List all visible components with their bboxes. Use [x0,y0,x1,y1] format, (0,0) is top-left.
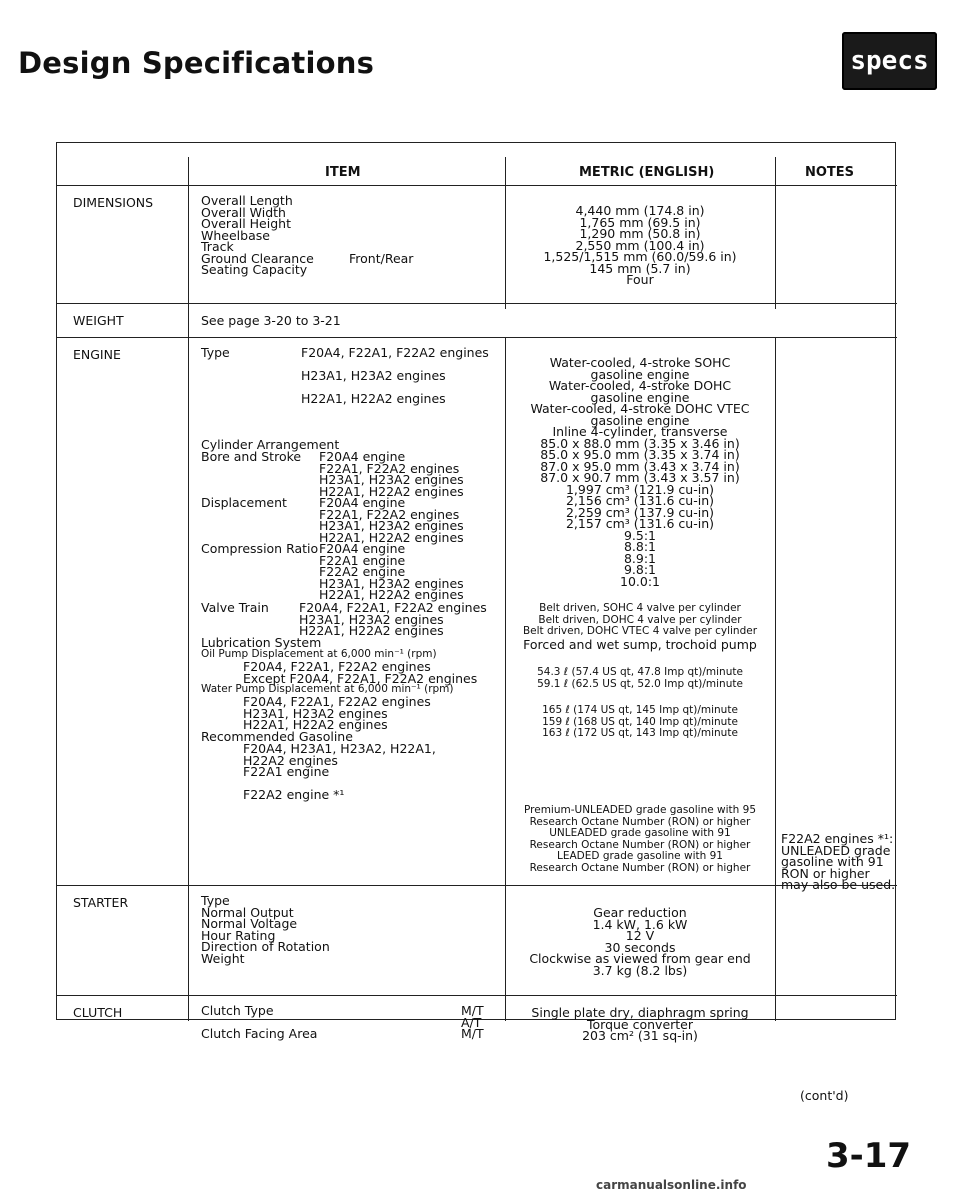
engine-valve-values: Belt driven, SOHC 4 valve per cylinder Belt driven, DOHC 4 valve per cylinder Belt driven, DOHC VTEC 4 valve per cylinder [522,602,758,637]
engine-oil-pump-engines: F20A4, F22A1, F22A2 engines Except F20A4, F22A1, F22A2 engines [243,659,478,686]
clutch-values: Single plate dry, diaphragm spring Torque converter 203 cm² (31 sq-in) [531,1005,749,1043]
category-dimensions: DIMENSIONS [73,195,154,210]
engine-labels: Cylinder Arrangement Bore and Stroke Displacement Compression Ratio [201,437,340,556]
col-divider-metric-top [775,157,776,309]
continued-label: (cont'd) [800,1088,849,1103]
engine-gasoline-engines: F20A4, H23A1, H23A2, H22A1, H22A2 engines F22A1 engine F22A2 engine *¹ [243,741,436,802]
engine-valve-engines: F20A4, F22A1, F22A2 engines H23A1, H23A2 engines H22A1, H22A2 engines [299,600,487,638]
starter-values: Gear reduction 1.4 kW, 1.6 kW 12 V 30 seconds Clockwise as viewed from gear end 3.7 kg (8.2 lbs) [529,905,751,978]
engine-water-values: 165 ℓ (174 US qt, 145 Imp qt)/minute 159 ℓ (168 US qt, 140 Imp qt)/minute 163 ℓ (172 US qt, 143 Imp qt)/minute [542,704,738,739]
watermark: carmanualsonline.info [596,1178,747,1192]
engine-sub-engines: F20A4 engine F22A1, F22A2 engines H23A1, H23A2 engines H22A1, H22A2 engines F20A4 engine F22A1, F22A2 engines H23A1, H23A2 engines H22A1, H22A2 engines F20A4 engine F22A1 engine F22A2 engine H23A1, H23A2 engines H22A1, H22A2 engines [319,449,464,602]
category-engine: ENGINE [73,347,121,362]
engine-note: F22A2 engines *¹: UNLEADED grade gasoline with 91 RON or higher may also be used. [781,831,896,892]
specs-logo-icon: specs [842,32,937,90]
engine-water-pump-label: Water Pump Displacement at 6,000 min⁻¹ (rpm) [201,683,454,695]
dimensions-values: 4,440 mm (174.8 in) 1,765 mm (69.5 in) 1,290 mm (50.8 in) 2,550 mm (100.4 in) 1,525/1,515 mm (60.0/59.6 in) 145 mm (5.7 in) Four [543,203,737,287]
col-divider-item-bottom [505,337,506,1021]
engine-type-engines: F20A4, F22A1, F22A2 engines H23A1, H23A2 engines H22A1, H22A2 engines [301,345,489,406]
header-notes: NOTES [805,165,855,180]
header-item: ITEM [325,165,361,180]
clutch-items: Clutch Type Clutch Facing Area [201,1003,318,1041]
starter-rule [57,995,897,996]
category-starter: STARTER [73,895,129,910]
engine-type-label: Type [201,345,230,360]
category-clutch: CLUTCH [73,1005,123,1020]
clutch-trans: M/T A/T M/T [461,1003,484,1041]
weight-rule [57,337,897,338]
engine-lubrication-label: Lubrication System [201,635,322,650]
dimensions-rule [57,303,897,304]
category-weight: WEIGHT [73,313,124,328]
engine-gasoline-label: Recommended Gasoline [201,729,353,744]
engine-rule [57,885,897,886]
page-number: 3-17 [826,1136,912,1176]
engine-lubrication-value: Forced and wet sump, trochoid pump [523,637,757,652]
starter-items: Type Normal Output Normal Voltage Hour Rating Direction of Rotation Weight [201,893,330,966]
col-divider-item-top [505,157,506,309]
engine-gasoline-values: Premium-UNLEADED grade gasoline with 95 Research Octane Number (RON) or higher UNLEADED grade gasoline with 91 Research Octane Number (RON) or higher LEADED grade gasoline with 91 Research Octane Number (RON) or higher [524,804,756,874]
engine-oil-values: 54.3 ℓ (57.4 US qt, 47.8 Imp qt)/minute 59.1 ℓ (62.5 US qt, 52.0 Imp qt)/minute [537,666,743,690]
header-metric: METRIC (ENGLISH) [579,165,715,180]
engine-valve-label: Valve Train [201,600,269,615]
header-rule [57,185,897,186]
engine-water-pump-engines: F20A4, F22A1, F22A2 engines H23A1, H23A2 engines H22A1, H22A2 engines [243,694,431,732]
dimensions-track-sub: Front/Rear [349,251,414,266]
col-divider-category [188,157,189,1021]
col-divider-metric-bottom [775,337,776,1021]
engine-oil-pump-label: Oil Pump Displacement at 6,000 min⁻¹ (rpm) [201,648,437,660]
dimensions-items: Overall Length Overall Width Overall Height Wheelbase Track Ground Clearance Seating Capacity [201,193,314,277]
weight-text: See page 3-20 to 3-21 [201,313,341,328]
page-title: Design Specifications [18,46,375,80]
spec-table [56,142,896,1043]
engine-type-values: Water-cooled, 4-stroke SOHC gasoline engine Water-cooled, 4-stroke DOHC gasoline engine Water-cooled, 4-stroke DOHC VTEC gasoline engine Inline 4-cylinder, transverse 85.0 x 88.0 mm (3.35 x 3.46 in) 85.0 x 95.0 mm (3.35 x 3.74 in) 87.0 x 95.0 mm (3.43 x 3.74 in) 87.0 x 90.7 mm (3.43 x 3.57 in) 1,997 cm³ (121.9 cu-in) 2,156 cm³ (131.6 cu-in) 2,259 cm³ (137.9 cu-in) 2,157 cm³ (131.6 cu-in) 9.5:1 8.8:1 8.9:1 9.8:1 10.0:1 [530,355,750,589]
